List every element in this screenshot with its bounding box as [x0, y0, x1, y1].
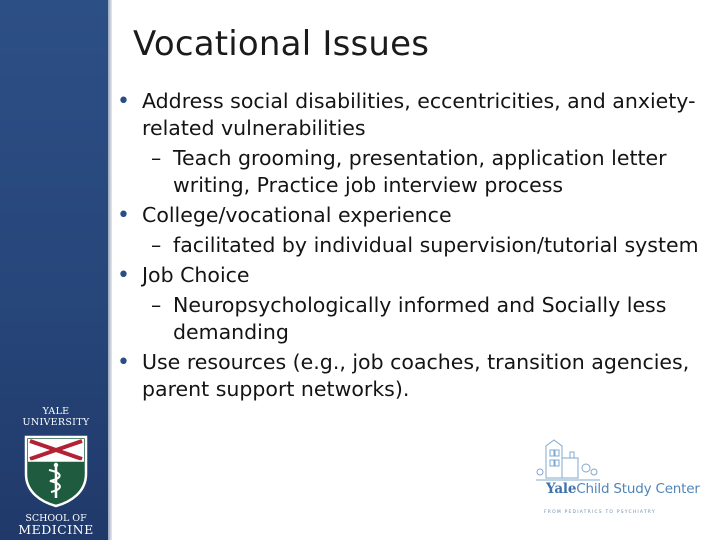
yale-word: Yale — [546, 481, 577, 497]
bullet-4: • Use resources (e.g., job coaches, transition agencies, parent support networks). — [116, 349, 706, 403]
school-of-medicine-text — [8, 513, 104, 535]
slide-title: Vocational Issues — [133, 24, 430, 64]
sub-text: facilitated by individual supervision/tutorial system — [173, 233, 699, 257]
bullet-1-sub-1 — [116, 145, 706, 199]
sidebar-divider — [108, 0, 112, 540]
building-outline-icon — [534, 438, 604, 486]
bullet-3: • Job Choice — [116, 262, 706, 289]
slide-content — [116, 88, 706, 406]
bullet-2-sub-1 — [116, 232, 706, 259]
yale-university-text: YALE UNIVERSITY — [22, 406, 90, 428]
dash-marker: – — [151, 146, 162, 170]
medicine-text: MEDICINE — [18, 522, 94, 537]
yale-child-study-center-logo — [528, 438, 708, 520]
bullet-3-sub-1 — [116, 292, 706, 346]
bullet-1: • Address social disabilities, eccentricities, and anxiety-related vulnerabilities — [116, 88, 706, 142]
child-study-center-words: Child Study Center — [576, 481, 700, 497]
sub-text: Teach grooming, presentation, application letter writing, Practice job interview process — [173, 146, 667, 197]
sub-text: Neuropsychologically informed and Socially less demanding — [173, 293, 667, 344]
bullet-2: • College/vocational experience — [116, 202, 706, 229]
shield-crest-icon — [23, 434, 89, 508]
child-study-tagline: FROM PEDIATRICS TO PSYCHIATRY — [544, 510, 656, 515]
child-study-center-name — [546, 481, 700, 497]
school-of-text: SCHOOL OF — [25, 513, 87, 524]
dash-marker: – — [151, 293, 162, 317]
dash-marker: – — [151, 233, 162, 257]
yale-medicine-logo — [8, 402, 104, 537]
